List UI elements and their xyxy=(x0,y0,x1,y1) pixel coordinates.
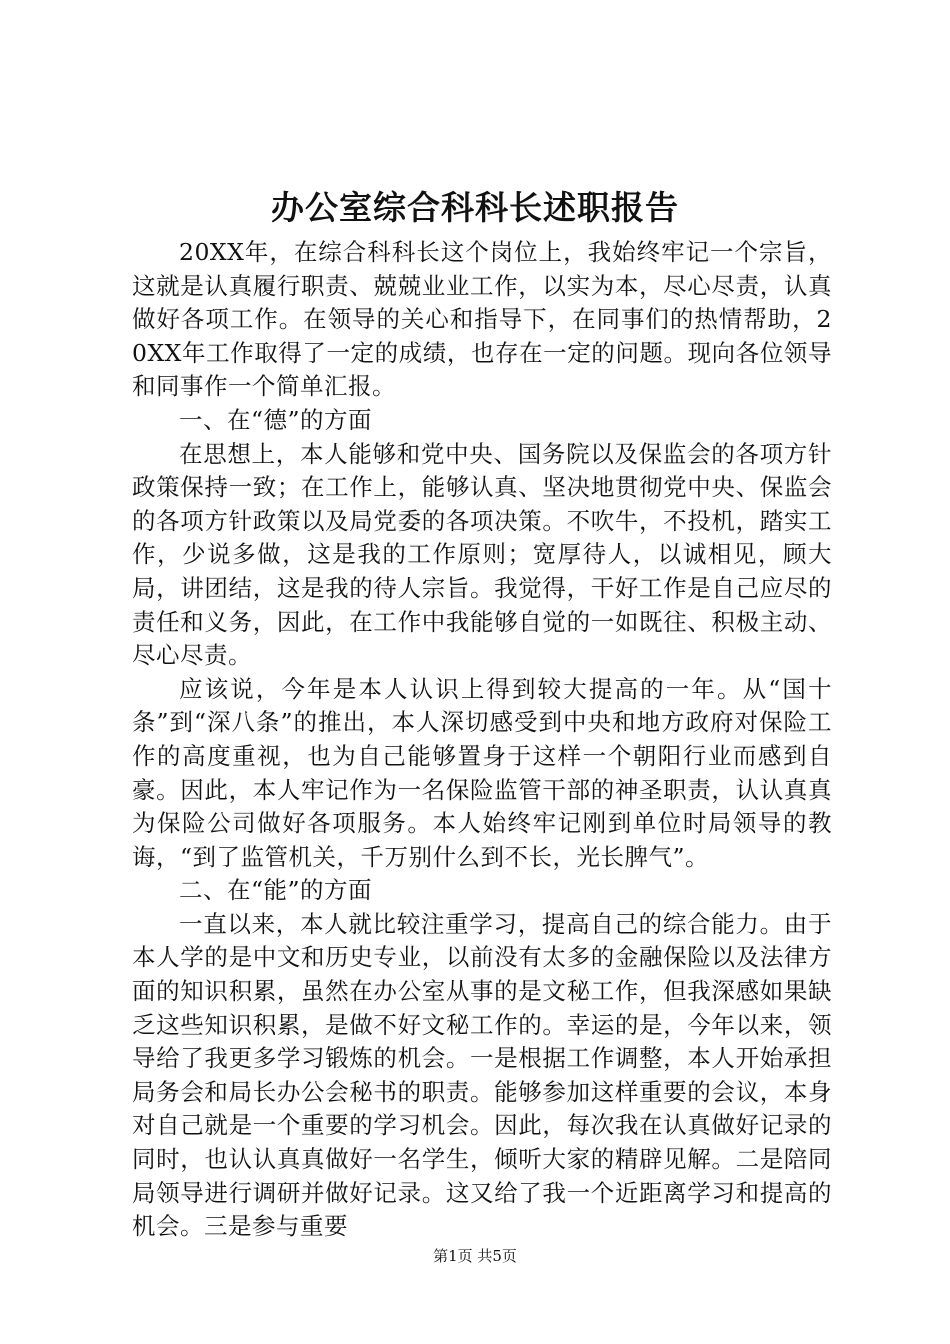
document-body xyxy=(132,236,832,1244)
section-heading-morality: 一、在“德”的方面 xyxy=(179,405,373,434)
paragraph-ability-learning: 一直以来，本人就比较注重学习，提高自己的综合能力。由于本人学的是中文和历史专业，以前没有太多的金融保险以及法律方面的知识积累，虽然在办公室从事的是文秘工作，但我深感如果缺乏这些知识积累，是做不好文秘工作的。幸运的是，今年以来，领导给了我更多学习锻炼的机会。一是根据工作调整，本人开始承担局务会和局长办公会秘书的职责。能够参加这样重要的会议，本身对自己就是一个重要的学习机会。因此，每次我在认真做好记录的同时，也认认真真做好一名学生，倾听大家的精辟见解。二是陪同局领导进行调研并做好记录。这又给了我一个近距离学习和提高的机会。三是参与重要 xyxy=(132,909,832,1241)
page-number-footer: 第1页 共5页 xyxy=(433,1247,517,1265)
paragraph-morality-thought: 在思想上，本人能够和党中央、国务院以及保监会的各项方针政策保持一致；在工作上，能够认真、坚决地贯彻党中央、保监会的各项方针政策以及局党委的各项决策。不吹牛，不投机，踏实工作，少说多做，这是我的工作原则；宽厚待人，以诚相见，顾大局，讲团结，这是我的待人宗旨。我觉得，干好工作是自己应尽的责任和义务，因此，在工作中我能够自觉的一如既往、积极主动、尽心尽责。 xyxy=(132,439,832,670)
section-heading-ability: 二、在“能”的方面 xyxy=(179,876,373,905)
document-title: 办公室综合科科长述职报告 xyxy=(271,188,679,227)
paragraph-intro: 20XX年，在综合科科长这个岗位上，我始终牢记一个宗旨，这就是认真履行职责、兢兢业业工作，以实为本，尽心尽责，认真做好各项工作。在领导的关心和指导下，在同事们的热情帮助，20XX年工作取得了一定的成绩，也存在一定的问题。现向各位领导和同事作一个简单汇报。 xyxy=(132,238,832,401)
paragraph-morality-awareness: 应该说，今年是本人认识上得到较大提高的一年。从“国十条”到“深八条”的推出，本人深切感受到中央和地方政府对保险工作的高度重视，也为自己能够置身于这样一个朝阳行业而感到自豪。因此，本人牢记作为一名保险监管干部的神圣职责，认认真真为保险公司做好各项服务。本人始终牢记刚到单位时局领导的教诲，“到了监管机关，千万别什么到不长，光长脾气”。 xyxy=(132,674,832,871)
